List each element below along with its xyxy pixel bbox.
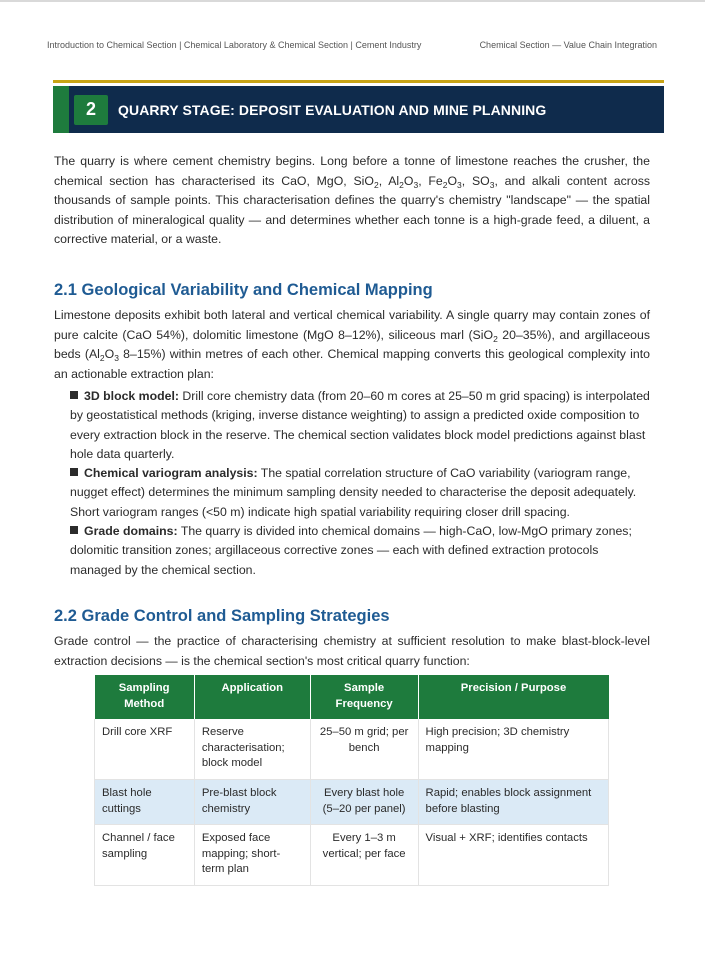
table-cell: Every 1–3 m vertical; per face	[310, 825, 418, 886]
table-header-cell: Precision / Purpose	[418, 675, 608, 719]
table-cell: Rapid; enables block assignment before blasting	[418, 779, 608, 824]
table-cell: Every blast hole (5–20 per panel)	[310, 779, 418, 824]
section-number-badge: 2	[74, 95, 108, 125]
table-cell: Channel / face sampling	[95, 825, 195, 886]
table-header-cell: Sample Frequency	[310, 675, 418, 719]
table-header-cell: Sampling Method	[95, 675, 195, 719]
section-banner	[53, 86, 664, 133]
table-cell: Pre-blast block chemistry	[194, 779, 310, 824]
table-cell: Reserve characterisation; block model	[194, 719, 310, 779]
table-cell: High precision; 3D chemistry mapping	[418, 719, 608, 779]
running-header-right: Chemical Section — Value Chain Integration	[479, 40, 657, 50]
list-item: 3D block model: Drill core chemistry data (from 20–60 m cores at 25–50 m grid spacing) is interpolated by geostatistical methods (kriging, inverse distance weighting) to assign a predicted oxide composition to every extraction block in the reserve. The chemical section validates block model predictions against blast hole data quarterly.	[70, 389, 650, 461]
list-item: Chemical variogram analysis: The spatial correlation structure of CaO variability (variogram range, nugget effect) determines the minimum sampling density needed to characterise the deposit adequately. Short variogram ranges (<50 m) indicate high spatial variability requiring closer drill spacing.	[70, 466, 637, 519]
table-row	[95, 825, 609, 886]
subsection-2-1-paragraph: Limestone deposits exhibit both lateral and vertical chemical variability. A single quarry may contain zones of pure calcite (CaO 54%), dolomitic limestone (MgO 8–12%), siliceous marl (SiO$_2$ 20–35%), and argillaceous beds ($Al_2O_3$ 8–15%) within metres of each other. Chemical mapping converts this geological complexity into an actionable extraction plan:	[54, 308, 650, 381]
running-header-left: Introduction to Chemical Section | Chemical Laboratory & Chemical Section | Cement Industry	[47, 40, 422, 50]
table-header-row	[95, 675, 609, 719]
table-cell: Drill core XRF	[95, 719, 195, 779]
table-cell: Blast hole cuttings	[95, 779, 195, 824]
table-cell: 25–50 m grid; per bench	[310, 719, 418, 779]
table-cell: Visual + XRF; identifies contacts	[418, 825, 608, 886]
square-bullet-icon	[70, 526, 78, 534]
intro-paragraph: The quarry is where cement chemistry begins. Long before a tonne of limestone reaches the crusher, the chemical section has characterised its CaO, MgO, SiO$_2$, $Al_2O_3$, $Fe_2O_3$, $SO_3$, and alkali content across thousands of sample points. This characterisation defines the quarry's chemistry "landscape" — the spatial distribution of mineralogical quality — and determines whether each tonne is a high-grade feed, a diluent, a corrective material, or a waste.	[54, 154, 651, 246]
running-header	[47, 40, 657, 50]
table-cell: Exposed face mapping; short-term plan	[194, 825, 310, 886]
table-row	[95, 719, 609, 779]
subsection-heading-2-2: 2.2 Grade Control and Sampling Strategies	[54, 607, 390, 625]
section-title: QUARRY STAGE: DEPOSIT EVALUATION AND MINE PLANNING	[118, 101, 547, 118]
table-header-cell: Application	[194, 675, 310, 719]
square-bullet-icon	[70, 468, 78, 476]
subsection-heading-2-1: 2.1 Geological Variability and Chemical Mapping	[54, 281, 433, 299]
list-item: Grade domains: The quarry is divided into chemical domains — high-CaO, low-MgO primary zones; dolomitic transition zones; argillaceous corrective zones — each with defined extraction protocols managed by the chemical section.	[70, 524, 632, 577]
bullet-list	[70, 387, 652, 580]
banner-accent-bar	[53, 86, 69, 133]
gold-rule	[53, 80, 664, 83]
subsection-2-2-paragraph: Grade control — the practice of characterising chemistry at sufficient resolution to make blast-block-level extraction decisions — is the chemical section's most critical quarry function:	[54, 634, 650, 668]
sampling-strategies-table	[94, 675, 609, 886]
top-border-line	[0, 0, 705, 2]
table-row	[95, 779, 609, 824]
square-bullet-icon	[70, 391, 78, 399]
